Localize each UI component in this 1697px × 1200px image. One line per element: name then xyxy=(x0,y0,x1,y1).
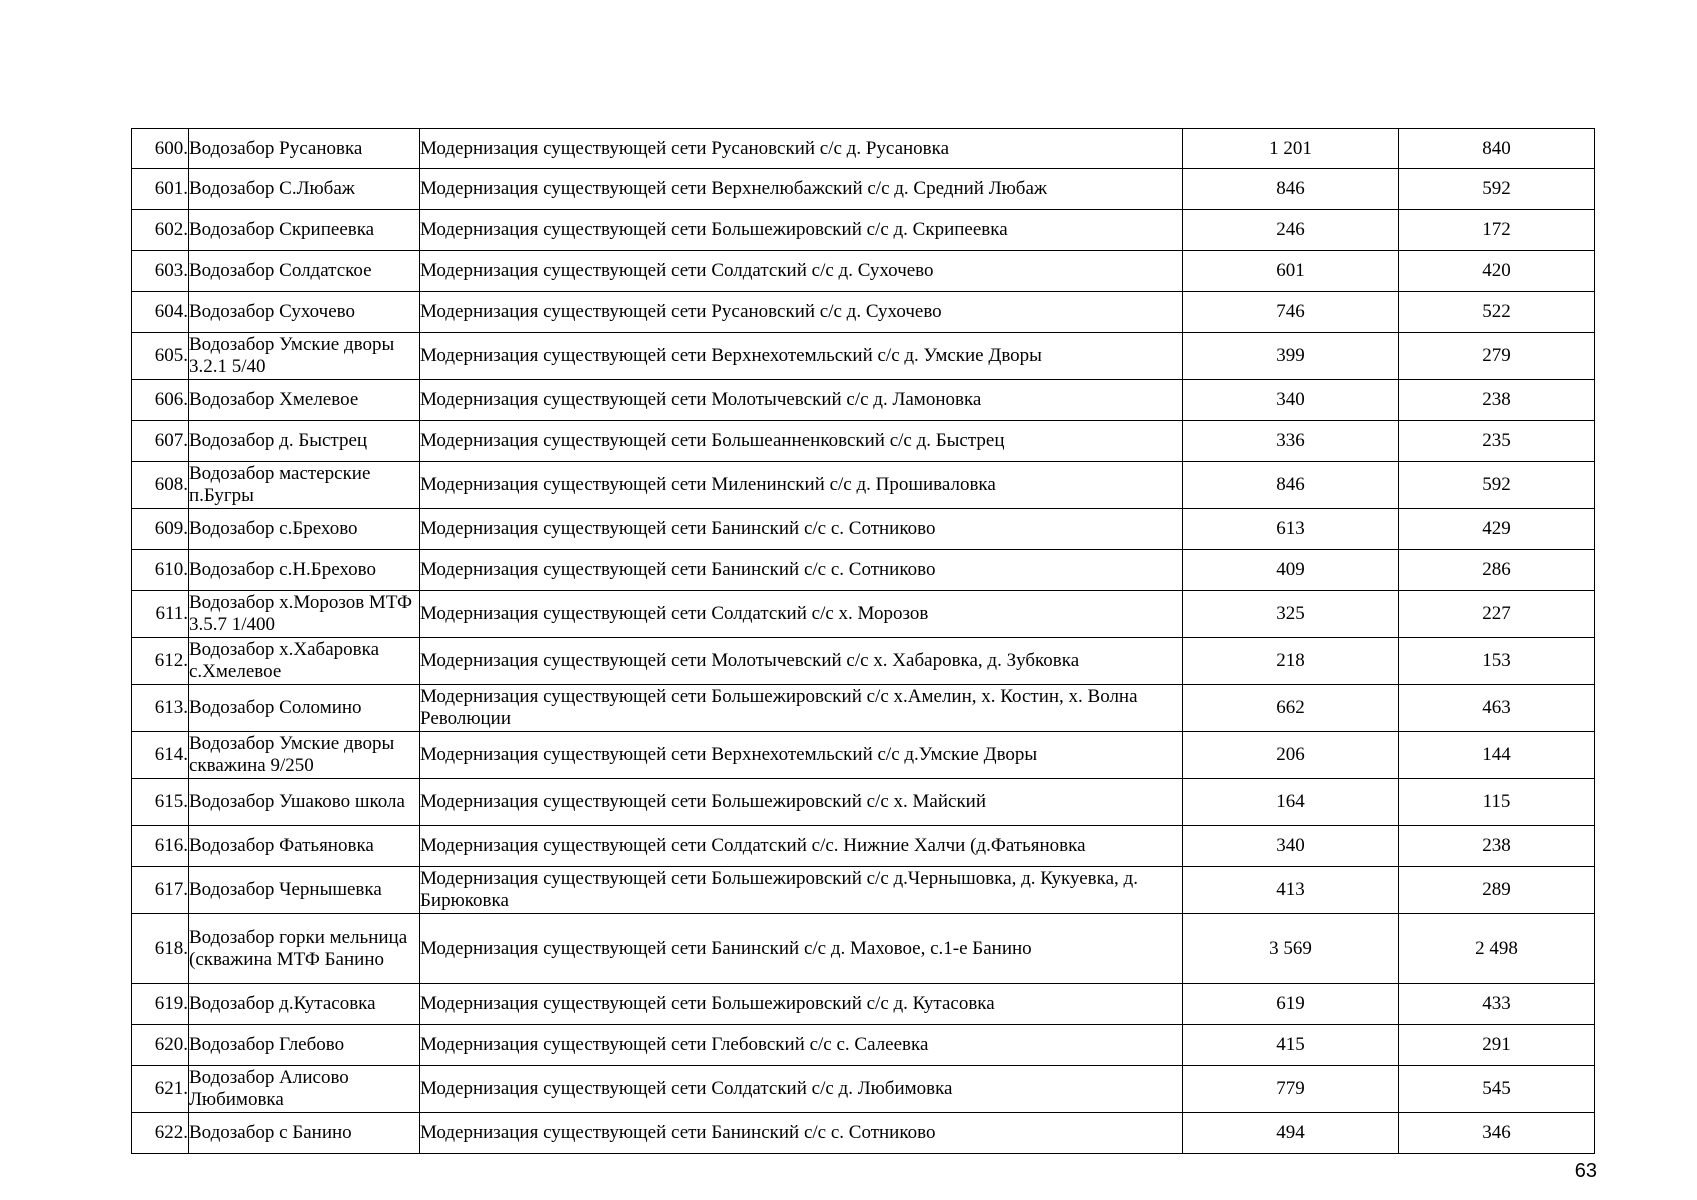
row-number: 608. xyxy=(132,462,189,509)
value-2: 840 xyxy=(1399,129,1595,169)
water-intake-table xyxy=(131,128,1595,1154)
value-1: 218 xyxy=(1183,638,1399,685)
work-description: Модернизация существующей сети Верхнелюбажский с/с д. Средний Любаж xyxy=(420,169,1183,210)
work-description: Модернизация существующей сети Молотычевский с/с д. Ламоновка xyxy=(420,380,1183,421)
work-description: Модернизация существующей сети Миленинский с/с д. Прошиваловка xyxy=(420,462,1183,509)
work-description: Модернизация существующей сети Глебовский с/с с. Салеевка xyxy=(420,1025,1183,1066)
value-2: 429 xyxy=(1399,509,1595,550)
row-number: 610. xyxy=(132,550,189,591)
row-number: 600. xyxy=(132,129,189,169)
value-2: 227 xyxy=(1399,591,1595,638)
work-description: Модернизация существующей сети Большежировский с/с д. Скрипеевка xyxy=(420,210,1183,251)
table-row xyxy=(132,550,1595,591)
row-number: 607. xyxy=(132,421,189,462)
value-2: 420 xyxy=(1399,251,1595,292)
value-1: 846 xyxy=(1183,169,1399,210)
water-intake-name: Водозабор д. Быстрец xyxy=(189,421,420,462)
page-number: 63 xyxy=(1574,1160,1597,1182)
value-2: 153 xyxy=(1399,638,1595,685)
value-1: 409 xyxy=(1183,550,1399,591)
work-description: Модернизация существующей сети Банинский с/с с. Сотниково xyxy=(420,1113,1183,1154)
water-intake-name: Водозабор д.Кутасовка xyxy=(189,984,420,1025)
water-intake-name: Водозабор Умские дворы 3.2.1 5/40 xyxy=(189,333,420,380)
value-1: 494 xyxy=(1183,1113,1399,1154)
value-2: 592 xyxy=(1399,462,1595,509)
value-1: 662 xyxy=(1183,685,1399,732)
value-1: 340 xyxy=(1183,826,1399,867)
value-1: 164 xyxy=(1183,779,1399,826)
value-1: 746 xyxy=(1183,292,1399,333)
row-number: 602. xyxy=(132,210,189,251)
water-intake-name: Водозабор мастерские п.Бугры xyxy=(189,462,420,509)
water-intake-name: Водозабор Умские дворы скважина 9/250 xyxy=(189,732,420,779)
value-1: 325 xyxy=(1183,591,1399,638)
row-number: 605. xyxy=(132,333,189,380)
work-description: Модернизация существующей сети Верхнехотемльский с/с д. Умские Дворы xyxy=(420,333,1183,380)
row-number: 622. xyxy=(132,1113,189,1154)
value-2: 238 xyxy=(1399,380,1595,421)
work-description: Модернизация существующей сети Банинский с/с с. Сотниково xyxy=(420,509,1183,550)
table-row xyxy=(132,251,1595,292)
row-number: 614. xyxy=(132,732,189,779)
value-2: 144 xyxy=(1399,732,1595,779)
value-2: 291 xyxy=(1399,1025,1595,1066)
work-description: Модернизация существующей сети Банинский с/с д. Маховое, с.1-е Банино xyxy=(420,914,1183,984)
table-row xyxy=(132,826,1595,867)
value-2: 286 xyxy=(1399,550,1595,591)
value-2: 279 xyxy=(1399,333,1595,380)
table-row xyxy=(132,732,1595,779)
work-description: Модернизация существующей сети Большежировский с/с д.Чернышовка, д. Кукуевка, д. Бирюковка xyxy=(420,867,1183,914)
water-intake-name: Водозабор с.Брехово xyxy=(189,509,420,550)
work-description: Модернизация существующей сети Большежировский с/с х.Амелин, х. Костин, х. Волна Революции xyxy=(420,685,1183,732)
work-description: Модернизация существующей сети Большеанненковский с/с д. Быстрец xyxy=(420,421,1183,462)
table-row xyxy=(132,210,1595,251)
water-intake-name: Водозабор Чернышевка xyxy=(189,867,420,914)
table-row xyxy=(132,292,1595,333)
value-1: 413 xyxy=(1183,867,1399,914)
value-1: 619 xyxy=(1183,984,1399,1025)
row-number: 616. xyxy=(132,826,189,867)
water-intake-name: Водозабор Алисово Любимовка xyxy=(189,1066,420,1113)
value-1: 399 xyxy=(1183,333,1399,380)
table-row xyxy=(132,1113,1595,1154)
value-2: 235 xyxy=(1399,421,1595,462)
water-intake-name: Водозабор Хмелевое xyxy=(189,380,420,421)
value-2: 545 xyxy=(1399,1066,1595,1113)
water-intake-name: Водозабор х.Хабаровка с.Хмелевое xyxy=(189,638,420,685)
water-intake-name: Водозабор с.Н.Брехово xyxy=(189,550,420,591)
work-description: Модернизация существующей сети Банинский с/с с. Сотниково xyxy=(420,550,1183,591)
value-2: 238 xyxy=(1399,826,1595,867)
value-2: 592 xyxy=(1399,169,1595,210)
water-intake-name: Водозабор Ушаково школа xyxy=(189,779,420,826)
value-1: 3 569 xyxy=(1183,914,1399,984)
table-row xyxy=(132,509,1595,550)
row-number: 609. xyxy=(132,509,189,550)
table-row xyxy=(132,638,1595,685)
water-intake-name: Водозабор Солдатское xyxy=(189,251,420,292)
work-description: Модернизация существующей сети Русановский с/с д. Русановка xyxy=(420,129,1183,169)
value-1: 246 xyxy=(1183,210,1399,251)
water-intake-name: Водозабор х.Морозов МТФ 3.5.7 1/400 xyxy=(189,591,420,638)
value-1: 613 xyxy=(1183,509,1399,550)
water-intake-name: Водозабор горки мельница (скважина МТФ Банино xyxy=(189,914,420,984)
row-number: 612. xyxy=(132,638,189,685)
row-number: 619. xyxy=(132,984,189,1025)
table-row xyxy=(132,169,1595,210)
table-row xyxy=(132,380,1595,421)
table-row xyxy=(132,914,1595,984)
water-intake-name: Водозабор Фатьяновка xyxy=(189,826,420,867)
value-1: 779 xyxy=(1183,1066,1399,1113)
table-row xyxy=(132,779,1595,826)
row-number: 601. xyxy=(132,169,189,210)
work-description: Модернизация существующей сети Большежировский с/с х. Майский xyxy=(420,779,1183,826)
row-number: 611. xyxy=(132,591,189,638)
table-row xyxy=(132,1066,1595,1113)
row-number: 618. xyxy=(132,914,189,984)
water-intake-name: Водозабор Соломино xyxy=(189,685,420,732)
table-row xyxy=(132,1025,1595,1066)
work-description: Модернизация существующей сети Большежировский с/с д. Кутасовка xyxy=(420,984,1183,1025)
value-1: 340 xyxy=(1183,380,1399,421)
value-2: 2 498 xyxy=(1399,914,1595,984)
work-description: Модернизация существующей сети Солдатский с/с д. Любимовка xyxy=(420,1066,1183,1113)
row-number: 621. xyxy=(132,1066,189,1113)
water-intake-name: Водозабор Скрипеевка xyxy=(189,210,420,251)
value-2: 172 xyxy=(1399,210,1595,251)
table-row xyxy=(132,129,1595,169)
table-row xyxy=(132,591,1595,638)
value-1: 336 xyxy=(1183,421,1399,462)
water-intake-name: Водозабор Глебово xyxy=(189,1025,420,1066)
table-row xyxy=(132,421,1595,462)
table-row xyxy=(132,685,1595,732)
work-description: Модернизация существующей сети Верхнехотемльский с/с д.Умские Дворы xyxy=(420,732,1183,779)
value-2: 463 xyxy=(1399,685,1595,732)
water-intake-name: Водозабор С.Любаж xyxy=(189,169,420,210)
value-1: 415 xyxy=(1183,1025,1399,1066)
water-intake-name: Водозабор Сухочево xyxy=(189,292,420,333)
value-2: 433 xyxy=(1399,984,1595,1025)
value-2: 115 xyxy=(1399,779,1595,826)
value-1: 206 xyxy=(1183,732,1399,779)
work-description: Модернизация существующей сети Солдатский с/с д. Сухочево xyxy=(420,251,1183,292)
table-row xyxy=(132,333,1595,380)
table-row xyxy=(132,867,1595,914)
row-number: 613. xyxy=(132,685,189,732)
water-intake-name: Водозабор Русановка xyxy=(189,129,420,169)
work-description: Модернизация существующей сети Солдатский с/с. Нижние Халчи (д.Фатьяновка xyxy=(420,826,1183,867)
row-number: 620. xyxy=(132,1025,189,1066)
row-number: 615. xyxy=(132,779,189,826)
work-description: Модернизация существующей сети Солдатский с/с х. Морозов xyxy=(420,591,1183,638)
row-number: 603. xyxy=(132,251,189,292)
row-number: 617. xyxy=(132,867,189,914)
value-1: 601 xyxy=(1183,251,1399,292)
value-1: 1 201 xyxy=(1183,129,1399,169)
row-number: 604. xyxy=(132,292,189,333)
value-2: 289 xyxy=(1399,867,1595,914)
value-1: 846 xyxy=(1183,462,1399,509)
row-number: 606. xyxy=(132,380,189,421)
work-description: Модернизация существующей сети Молотычевский с/с х. Хабаровка, д. Зубковка xyxy=(420,638,1183,685)
work-description: Модернизация существующей сети Русановский с/с д. Сухочево xyxy=(420,292,1183,333)
table-row xyxy=(132,462,1595,509)
value-2: 522 xyxy=(1399,292,1595,333)
water-intake-name: Водозабор с Банино xyxy=(189,1113,420,1154)
table-row xyxy=(132,984,1595,1025)
value-2: 346 xyxy=(1399,1113,1595,1154)
